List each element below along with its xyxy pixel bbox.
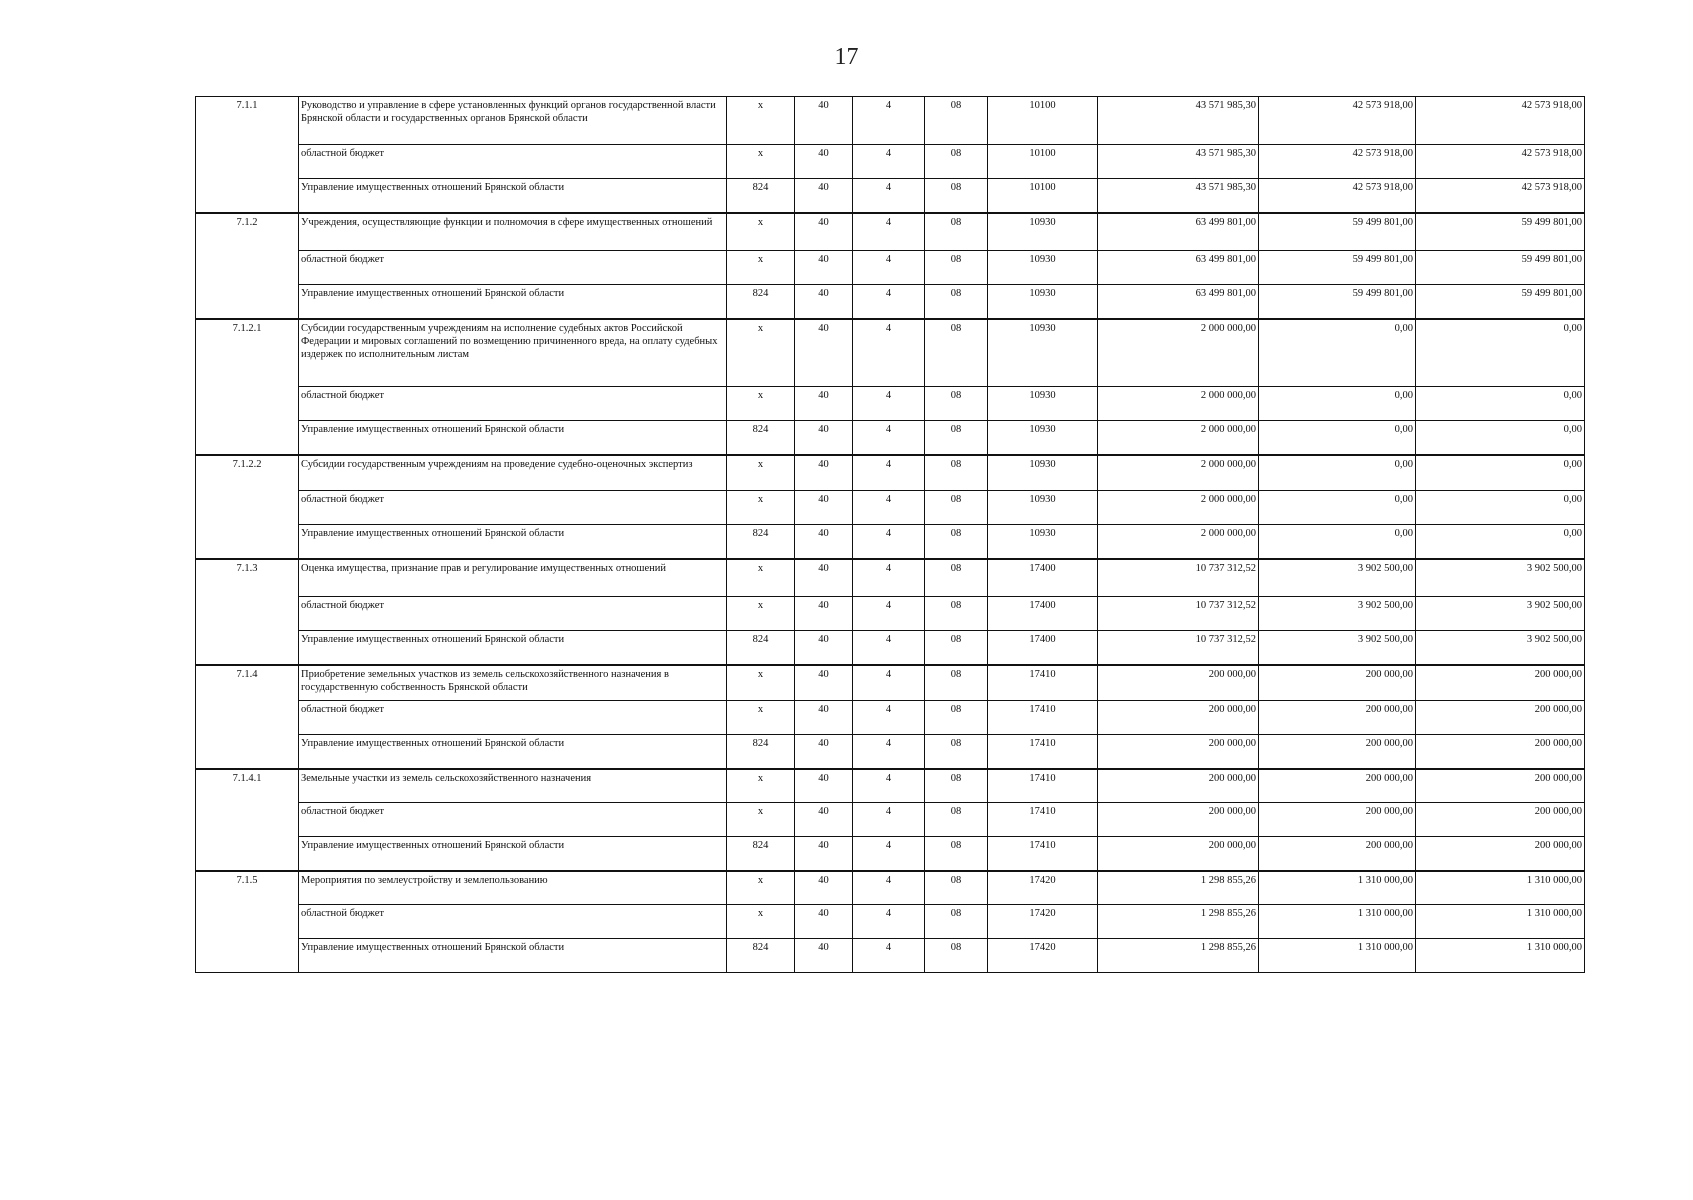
row-name: Управление имущественных отношений Брянской области — [299, 939, 727, 973]
table-row — [196, 769, 1585, 803]
row-direction: 10930 — [988, 525, 1098, 559]
row-grbs: x — [727, 145, 795, 179]
row-subsection: 4 — [853, 145, 925, 179]
row-subsection: 4 — [853, 631, 925, 665]
table-row — [196, 285, 1585, 319]
row-section: 40 — [795, 905, 853, 939]
page-number: 17 — [834, 44, 859, 70]
row-amount-3: 0,00 — [1416, 319, 1585, 387]
row-code — [196, 387, 299, 421]
row-amount-1: 200 000,00 — [1098, 701, 1259, 735]
row-grbs: 824 — [727, 179, 795, 213]
row-subsection: 4 — [853, 871, 925, 905]
row-amount-3: 200 000,00 — [1416, 803, 1585, 837]
row-amount-1: 63 499 801,00 — [1098, 251, 1259, 285]
row-code: 7.1.4.1 — [196, 769, 299, 803]
row-amount-3: 200 000,00 — [1416, 665, 1585, 701]
row-name: Управление имущественных отношений Брянской области — [299, 179, 727, 213]
row-code — [196, 525, 299, 559]
row-direction: 17400 — [988, 559, 1098, 597]
row-amount-1: 2 000 000,00 — [1098, 455, 1259, 491]
row-section: 40 — [795, 631, 853, 665]
row-section: 40 — [795, 97, 853, 145]
table-row — [196, 525, 1585, 559]
row-code: 7.1.2.2 — [196, 455, 299, 491]
row-direction: 17410 — [988, 735, 1098, 769]
row-amount-2: 0,00 — [1259, 491, 1416, 525]
row-subsection: 4 — [853, 735, 925, 769]
row-amount-3: 200 000,00 — [1416, 837, 1585, 871]
row-amount-2: 0,00 — [1259, 421, 1416, 455]
row-name: Учреждения, осуществляющие функции и полномочия в сфере имущественных отношений — [299, 213, 727, 251]
row-name: Управление имущественных отношений Брянской области — [299, 837, 727, 871]
row-grbs: x — [727, 701, 795, 735]
row-target: 08 — [925, 97, 988, 145]
row-subsection: 4 — [853, 525, 925, 559]
row-target: 08 — [925, 769, 988, 803]
row-target: 08 — [925, 559, 988, 597]
row-direction: 10930 — [988, 213, 1098, 251]
row-direction: 10930 — [988, 285, 1098, 319]
row-direction: 17400 — [988, 631, 1098, 665]
row-amount-3: 3 902 500,00 — [1416, 597, 1585, 631]
row-direction: 10100 — [988, 179, 1098, 213]
row-direction: 10930 — [988, 251, 1098, 285]
row-grbs: x — [727, 559, 795, 597]
row-code — [196, 179, 299, 213]
row-section: 40 — [795, 491, 853, 525]
table-row — [196, 421, 1585, 455]
table-row — [196, 631, 1585, 665]
row-target: 08 — [925, 285, 988, 319]
row-amount-1: 200 000,00 — [1098, 769, 1259, 803]
row-name: Управление имущественных отношений Брянской области — [299, 525, 727, 559]
row-target: 08 — [925, 251, 988, 285]
row-amount-2: 200 000,00 — [1259, 735, 1416, 769]
row-section: 40 — [795, 701, 853, 735]
table-row — [196, 665, 1585, 701]
row-amount-2: 200 000,00 — [1259, 837, 1416, 871]
row-code: 7.1.5 — [196, 871, 299, 905]
row-amount-1: 1 298 855,26 — [1098, 905, 1259, 939]
table-row — [196, 387, 1585, 421]
row-subsection: 4 — [853, 559, 925, 597]
row-subsection: 4 — [853, 97, 925, 145]
row-target: 08 — [925, 631, 988, 665]
row-grbs: 824 — [727, 631, 795, 665]
row-target: 08 — [925, 455, 988, 491]
row-amount-2: 200 000,00 — [1259, 665, 1416, 701]
row-amount-3: 59 499 801,00 — [1416, 213, 1585, 251]
row-amount-3: 59 499 801,00 — [1416, 285, 1585, 319]
row-target: 08 — [925, 905, 988, 939]
row-target: 08 — [925, 491, 988, 525]
row-name: Управление имущественных отношений Брянской области — [299, 631, 727, 665]
row-amount-3: 0,00 — [1416, 491, 1585, 525]
row-section: 40 — [795, 939, 853, 973]
table-row — [196, 491, 1585, 525]
table-row — [196, 559, 1585, 597]
row-amount-1: 1 298 855,26 — [1098, 871, 1259, 905]
row-direction: 17420 — [988, 939, 1098, 973]
row-amount-1: 43 571 985,30 — [1098, 145, 1259, 179]
row-section: 40 — [795, 525, 853, 559]
row-amount-2: 0,00 — [1259, 525, 1416, 559]
row-subsection: 4 — [853, 939, 925, 973]
row-name: Мероприятия по землеустройству и землепользованию — [299, 871, 727, 905]
row-amount-2: 3 902 500,00 — [1259, 597, 1416, 631]
row-subsection: 4 — [853, 769, 925, 803]
table-row — [196, 455, 1585, 491]
row-target: 08 — [925, 939, 988, 973]
budget-table — [195, 96, 1585, 973]
table-row — [196, 871, 1585, 905]
row-amount-3: 0,00 — [1416, 455, 1585, 491]
row-amount-3: 59 499 801,00 — [1416, 251, 1585, 285]
row-name: Управление имущественных отношений Брянской области — [299, 285, 727, 319]
row-subsection: 4 — [853, 803, 925, 837]
row-direction: 17420 — [988, 871, 1098, 905]
row-subsection: 4 — [853, 455, 925, 491]
row-name: областной бюджет — [299, 145, 727, 179]
row-name: Субсидии государственным учреждениям на исполнение судебных актов Российской Федерации и мировых соглашений по возмещению причиненного вреда, на оплату судебных издержек по исполнительным листам — [299, 319, 727, 387]
row-grbs: 824 — [727, 735, 795, 769]
row-name: областной бюджет — [299, 905, 727, 939]
row-name: областной бюджет — [299, 251, 727, 285]
row-amount-3: 42 573 918,00 — [1416, 145, 1585, 179]
row-amount-1: 2 000 000,00 — [1098, 387, 1259, 421]
row-grbs: x — [727, 213, 795, 251]
row-amount-2: 59 499 801,00 — [1259, 213, 1416, 251]
row-code — [196, 803, 299, 837]
table-row — [196, 905, 1585, 939]
row-target: 08 — [925, 597, 988, 631]
table-row — [196, 319, 1585, 387]
table-row — [196, 735, 1585, 769]
row-direction: 17410 — [988, 803, 1098, 837]
row-name: Управление имущественных отношений Брянской области — [299, 421, 727, 455]
row-direction: 17410 — [988, 769, 1098, 803]
row-grbs: x — [727, 769, 795, 803]
row-target: 08 — [925, 319, 988, 387]
row-grbs: 824 — [727, 525, 795, 559]
row-name: Приобретение земельных участков из земель сельскохозяйственного назначения в государственную собственность Брянской области — [299, 665, 727, 701]
row-subsection: 4 — [853, 387, 925, 421]
row-target: 08 — [925, 665, 988, 701]
row-subsection: 4 — [853, 251, 925, 285]
row-name: Оценка имущества, признание прав и регулирование имущественных отношений — [299, 559, 727, 597]
row-subsection: 4 — [853, 213, 925, 251]
row-direction: 10100 — [988, 97, 1098, 145]
row-amount-3: 200 000,00 — [1416, 701, 1585, 735]
row-target: 08 — [925, 803, 988, 837]
row-name: Земельные участки из земель сельскохозяйственного назначения — [299, 769, 727, 803]
row-section: 40 — [795, 769, 853, 803]
row-subsection: 4 — [853, 905, 925, 939]
row-section: 40 — [795, 213, 853, 251]
row-grbs: x — [727, 597, 795, 631]
row-section: 40 — [795, 559, 853, 597]
row-amount-3: 3 902 500,00 — [1416, 559, 1585, 597]
row-code: 7.1.1 — [196, 97, 299, 145]
row-name: областной бюджет — [299, 597, 727, 631]
row-amount-1: 2 000 000,00 — [1098, 525, 1259, 559]
row-code — [196, 905, 299, 939]
row-section: 40 — [795, 387, 853, 421]
row-code — [196, 631, 299, 665]
row-amount-2: 200 000,00 — [1259, 701, 1416, 735]
row-target: 08 — [925, 837, 988, 871]
row-section: 40 — [795, 803, 853, 837]
row-name: Субсидии государственным учреждениям на проведение судебно-оценочных экспертиз — [299, 455, 727, 491]
row-target: 08 — [925, 179, 988, 213]
row-name: областной бюджет — [299, 387, 727, 421]
row-name: областной бюджет — [299, 491, 727, 525]
row-amount-2: 200 000,00 — [1259, 803, 1416, 837]
row-amount-3: 42 573 918,00 — [1416, 97, 1585, 145]
row-target: 08 — [925, 735, 988, 769]
row-amount-2: 3 902 500,00 — [1259, 631, 1416, 665]
row-subsection: 4 — [853, 701, 925, 735]
row-code — [196, 939, 299, 973]
row-section: 40 — [795, 455, 853, 491]
row-target: 08 — [925, 525, 988, 559]
row-section: 40 — [795, 179, 853, 213]
row-section: 40 — [795, 735, 853, 769]
row-direction: 17410 — [988, 701, 1098, 735]
row-name: Руководство и управление в сфере установленных функций органов государственной власти Брянской области и государственных органов Брянской области — [299, 97, 727, 145]
row-amount-1: 10 737 312,52 — [1098, 597, 1259, 631]
table-row — [196, 597, 1585, 631]
row-amount-1: 200 000,00 — [1098, 837, 1259, 871]
table-row — [196, 701, 1585, 735]
table-row — [196, 837, 1585, 871]
row-direction: 17400 — [988, 597, 1098, 631]
row-code — [196, 735, 299, 769]
row-target: 08 — [925, 701, 988, 735]
row-grbs: 824 — [727, 421, 795, 455]
table-body — [196, 97, 1585, 973]
row-section: 40 — [795, 871, 853, 905]
row-amount-2: 59 499 801,00 — [1259, 251, 1416, 285]
row-grbs: x — [727, 97, 795, 145]
row-amount-1: 43 571 985,30 — [1098, 179, 1259, 213]
row-subsection: 4 — [853, 837, 925, 871]
row-target: 08 — [925, 871, 988, 905]
row-section: 40 — [795, 421, 853, 455]
row-amount-3: 1 310 000,00 — [1416, 871, 1585, 905]
row-section: 40 — [795, 251, 853, 285]
row-amount-3: 1 310 000,00 — [1416, 905, 1585, 939]
row-code: 7.1.4 — [196, 665, 299, 701]
row-amount-1: 10 737 312,52 — [1098, 559, 1259, 597]
row-amount-1: 2 000 000,00 — [1098, 319, 1259, 387]
row-grbs: 824 — [727, 837, 795, 871]
row-grbs: x — [727, 455, 795, 491]
row-direction: 17420 — [988, 905, 1098, 939]
row-amount-1: 2 000 000,00 — [1098, 491, 1259, 525]
row-target: 08 — [925, 145, 988, 179]
row-amount-1: 200 000,00 — [1098, 735, 1259, 769]
row-code — [196, 701, 299, 735]
row-amount-2: 42 573 918,00 — [1259, 97, 1416, 145]
row-subsection: 4 — [853, 597, 925, 631]
row-code — [196, 837, 299, 871]
row-amount-1: 63 499 801,00 — [1098, 213, 1259, 251]
row-grbs: x — [727, 803, 795, 837]
row-code — [196, 145, 299, 179]
row-amount-2: 59 499 801,00 — [1259, 285, 1416, 319]
row-amount-2: 0,00 — [1259, 319, 1416, 387]
row-name: Управление имущественных отношений Брянской области — [299, 735, 727, 769]
row-amount-3: 0,00 — [1416, 421, 1585, 455]
row-amount-2: 0,00 — [1259, 455, 1416, 491]
row-grbs: x — [727, 319, 795, 387]
row-subsection: 4 — [853, 491, 925, 525]
row-grbs: x — [727, 251, 795, 285]
row-grbs: x — [727, 871, 795, 905]
row-grbs: 824 — [727, 285, 795, 319]
table-row — [196, 97, 1585, 145]
table-row — [196, 145, 1585, 179]
row-direction: 10930 — [988, 387, 1098, 421]
row-amount-1: 2 000 000,00 — [1098, 421, 1259, 455]
table-row — [196, 803, 1585, 837]
row-code: 7.1.2.1 — [196, 319, 299, 387]
row-direction: 17410 — [988, 665, 1098, 701]
row-subsection: 4 — [853, 665, 925, 701]
row-amount-2: 42 573 918,00 — [1259, 179, 1416, 213]
table-row — [196, 213, 1585, 251]
row-amount-3: 200 000,00 — [1416, 735, 1585, 769]
row-section: 40 — [795, 145, 853, 179]
row-amount-2: 42 573 918,00 — [1259, 145, 1416, 179]
row-subsection: 4 — [853, 319, 925, 387]
row-amount-2: 0,00 — [1259, 387, 1416, 421]
row-grbs: x — [727, 491, 795, 525]
row-amount-3: 0,00 — [1416, 525, 1585, 559]
row-name: областной бюджет — [299, 701, 727, 735]
row-amount-2: 3 902 500,00 — [1259, 559, 1416, 597]
row-code — [196, 285, 299, 319]
row-target: 08 — [925, 213, 988, 251]
row-code: 7.1.2 — [196, 213, 299, 251]
row-code — [196, 597, 299, 631]
row-subsection: 4 — [853, 179, 925, 213]
row-direction: 10930 — [988, 491, 1098, 525]
row-amount-1: 63 499 801,00 — [1098, 285, 1259, 319]
row-code — [196, 491, 299, 525]
row-target: 08 — [925, 421, 988, 455]
row-grbs: 824 — [727, 939, 795, 973]
row-code — [196, 251, 299, 285]
table-row — [196, 179, 1585, 213]
row-grbs: x — [727, 905, 795, 939]
row-amount-1: 43 571 985,30 — [1098, 97, 1259, 145]
row-amount-1: 200 000,00 — [1098, 665, 1259, 701]
row-amount-2: 1 310 000,00 — [1259, 939, 1416, 973]
row-amount-2: 1 310 000,00 — [1259, 905, 1416, 939]
row-amount-2: 200 000,00 — [1259, 769, 1416, 803]
row-amount-3: 3 902 500,00 — [1416, 631, 1585, 665]
row-section: 40 — [795, 319, 853, 387]
row-section: 40 — [795, 837, 853, 871]
row-amount-1: 200 000,00 — [1098, 803, 1259, 837]
row-amount-3: 200 000,00 — [1416, 769, 1585, 803]
row-direction: 10930 — [988, 455, 1098, 491]
row-amount-2: 1 310 000,00 — [1259, 871, 1416, 905]
row-direction: 10930 — [988, 319, 1098, 387]
row-direction: 10930 — [988, 421, 1098, 455]
row-amount-3: 0,00 — [1416, 387, 1585, 421]
row-direction: 10100 — [988, 145, 1098, 179]
row-amount-3: 42 573 918,00 — [1416, 179, 1585, 213]
row-target: 08 — [925, 387, 988, 421]
row-section: 40 — [795, 665, 853, 701]
row-section: 40 — [795, 285, 853, 319]
row-code: 7.1.3 — [196, 559, 299, 597]
row-direction: 17410 — [988, 837, 1098, 871]
row-grbs: x — [727, 665, 795, 701]
table-row — [196, 251, 1585, 285]
row-amount-3: 1 310 000,00 — [1416, 939, 1585, 973]
row-amount-1: 1 298 855,26 — [1098, 939, 1259, 973]
row-amount-1: 10 737 312,52 — [1098, 631, 1259, 665]
row-subsection: 4 — [853, 285, 925, 319]
row-name: областной бюджет — [299, 803, 727, 837]
row-section: 40 — [795, 597, 853, 631]
row-code — [196, 421, 299, 455]
table-row — [196, 939, 1585, 973]
row-subsection: 4 — [853, 421, 925, 455]
row-grbs: x — [727, 387, 795, 421]
